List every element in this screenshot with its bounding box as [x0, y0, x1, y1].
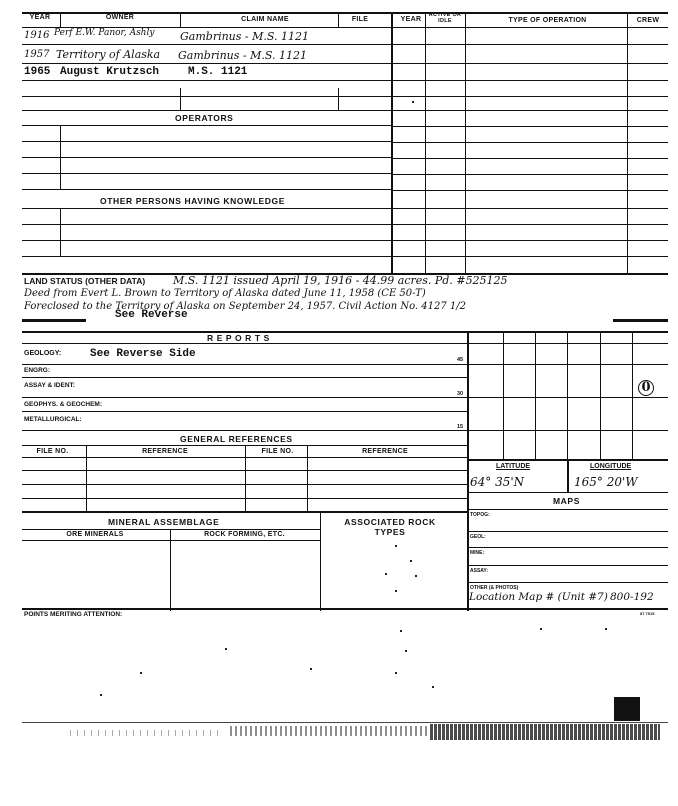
maps-geol: GEOL:: [470, 534, 486, 540]
num-45: 45: [457, 357, 464, 363]
rock-forming-header: ROCK FORMING, ETC.: [204, 531, 285, 538]
owner-row-3-claim: M.S. 1121: [188, 66, 248, 78]
header-year: YEAR: [29, 14, 51, 21]
land-status-see-reverse: See Reverse: [115, 309, 188, 321]
black-registration-mark: [614, 697, 640, 721]
maps-mine: MINE:: [470, 550, 485, 556]
num-15: 15: [457, 424, 464, 430]
maps-other-value: Location Map # (Unit #7): [469, 591, 608, 603]
mineral-assemblage-heading: MINERAL ASSEMBLAGE: [108, 517, 220, 527]
right-panel-divider: [467, 331, 469, 611]
owner-row-3-year: 1965: [24, 66, 51, 78]
header-active-idle: ACTIVE OR IDLE: [428, 12, 462, 24]
general-references-heading: GENERAL REFERENCES: [180, 434, 293, 444]
header-owner: OWNER: [105, 14, 135, 21]
ore-minerals-header: ORE MINERALS: [66, 531, 124, 538]
assay-ident-label: ASSAY & IDENT:: [24, 382, 75, 389]
header-file: FILE: [351, 16, 369, 23]
other-persons-heading: OTHER PERSONS HAVING KNOWLEDGE: [100, 196, 286, 206]
header-type-of-operation: TYPE OF OPERATION: [508, 17, 587, 24]
latitude-label: LATITUDE: [496, 463, 531, 470]
owner-row-1-owner: Perf E.W. Panor, Ashly: [54, 28, 155, 38]
associated-rock-types-heading: ASSOCIATED ROCK TYPES: [344, 517, 436, 537]
num-30: 30: [457, 391, 464, 397]
owner-row-2-year: 1957: [24, 49, 50, 60]
geology-label: GEOLOGY:: [24, 350, 62, 357]
maps-other-number: 800-192: [610, 591, 654, 603]
points-meriting-attention: POINTS MERITING ATTENTION:: [24, 611, 123, 618]
owner-row-3-owner: August Krutzsch: [60, 66, 160, 78]
land-status-line-3: Foreclosed to the Territory of Alaska on September 24, 1957. Civil Action No. 4127 1/2: [24, 301, 466, 312]
ref-reference-2: REFERENCE: [362, 448, 408, 455]
land-status-line-1: M.S. 1121 issued April 19, 1916 - 44.99 acres. Pd. #525125: [173, 274, 508, 287]
circle-mark: 0: [638, 380, 654, 396]
maps-other: OTHER (& PHOTOS): [470, 585, 519, 591]
header-crew: CREW: [636, 17, 660, 24]
ref-file-no: FILE NO.: [36, 448, 69, 455]
main-divider: [391, 12, 393, 274]
latitude-value: 64° 35'N: [470, 475, 525, 489]
owner-row-2-owner: Territory of Alaska: [56, 48, 161, 61]
header-claim-name: CLAIM NAME: [241, 16, 289, 23]
land-status-line-2: Deed from Evert L. Brown to Territory of Alaska dated June 11, 1958 (CE 50-T): [24, 288, 426, 299]
maps-topog: TOPOG:: [470, 512, 490, 518]
longitude-label: LONGITUDE: [590, 463, 632, 470]
engrg-label: ENGRG:: [24, 367, 50, 374]
reports-heading: R E P O R T S: [207, 333, 270, 343]
maps-assay: ASSAY:: [470, 568, 489, 574]
ref-reference: REFERENCE: [142, 448, 188, 455]
metallurgical-label: METALLURGICAL:: [24, 416, 82, 423]
geology-value: See Reverse Side: [90, 348, 196, 360]
geophys-label: GEOPHYS. & GEOCHEM:: [24, 401, 103, 408]
owner-row-1-year: 1916: [24, 30, 50, 41]
operators-heading: OPERATORS: [175, 113, 234, 123]
ref-file-no-2: FILE NO.: [261, 448, 294, 455]
land-status-label: LAND STATUS (OTHER DATA): [24, 276, 146, 286]
form-number: 87 7515: [640, 611, 655, 616]
longitude-value: 165° 20'W: [574, 475, 638, 489]
owner-row-1-claim: Gambrinus - M.S. 1121: [180, 30, 310, 43]
maps-heading: MAPS: [553, 496, 580, 506]
owner-row-2-claim: Gambrinus - M.S. 1121: [178, 49, 308, 62]
header-year-2: YEAR: [400, 16, 422, 23]
